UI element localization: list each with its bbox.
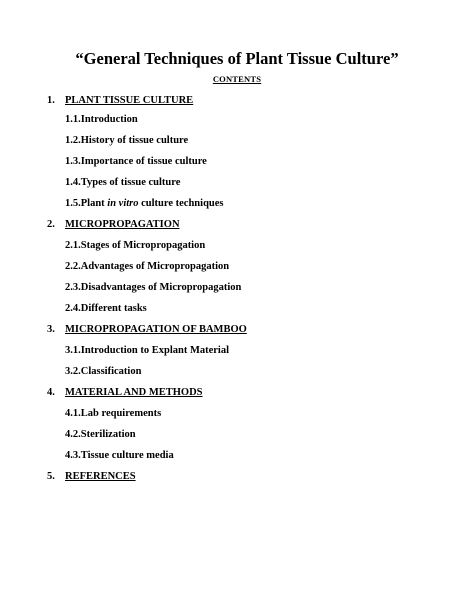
toc-item-3-2: 3.2.Classification [65,366,142,377]
section-title: PLANT TISSUE CULTURE [65,95,194,106]
section-title: MICROPROPAGATION [65,219,180,230]
toc-item-4-1: 4.1.Lab requirements [65,408,162,419]
section-number: 1. [47,95,55,106]
toc-item-2-4: 2.4.Different tasks [65,303,147,314]
toc-section-1 [47,94,193,108]
toc-item-1-1: 1.1.Introduction [65,114,138,125]
toc-item-2-2: 2.2.Advantages of Micropropagation [65,261,230,272]
toc-section-5 [47,470,136,484]
toc-item-1-4: 1.4.Types of tissue culture [65,177,181,188]
toc-item-3-1: 3.1.Introduction to Explant Material [65,345,230,356]
toc-item-2-1: 2.1.Stages of Micropropagation [65,240,206,251]
toc-item-4-2: 4.2.Sterilization [65,429,136,440]
section-number: 2. [47,219,55,230]
section-number: 4. [47,387,55,398]
section-number: 5. [47,471,55,482]
item-text-suffix: culture techniques [138,198,224,209]
item-text-prefix: 1.5.Plant [65,198,108,209]
toc-item-4-3: 4.3.Tissue culture media [65,450,174,461]
toc-item-2-3: 2.3.Disadvantages of Micropropagation [65,282,242,293]
section-number: 3. [47,324,55,335]
toc-item-1-3: 1.3.Importance of tissue culture [65,156,207,167]
document-title: “General Techniques of Plant Tissue Culture” [75,49,399,68]
item-text-italic: in vitro [107,198,139,209]
toc-item-1-2: 1.2.History of tissue culture [65,135,189,146]
contents-heading: CONTENTS [212,74,262,84]
toc-section-4 [47,386,203,400]
toc-section-2 [47,218,180,232]
toc-section-3 [47,323,247,337]
section-title: MATERIAL AND METHODS [65,387,203,398]
section-title: REFERENCES [65,471,136,482]
section-title: MICROPROPAGATION OF BAMBOO [65,324,247,335]
toc-item-1-5 [65,197,224,211]
